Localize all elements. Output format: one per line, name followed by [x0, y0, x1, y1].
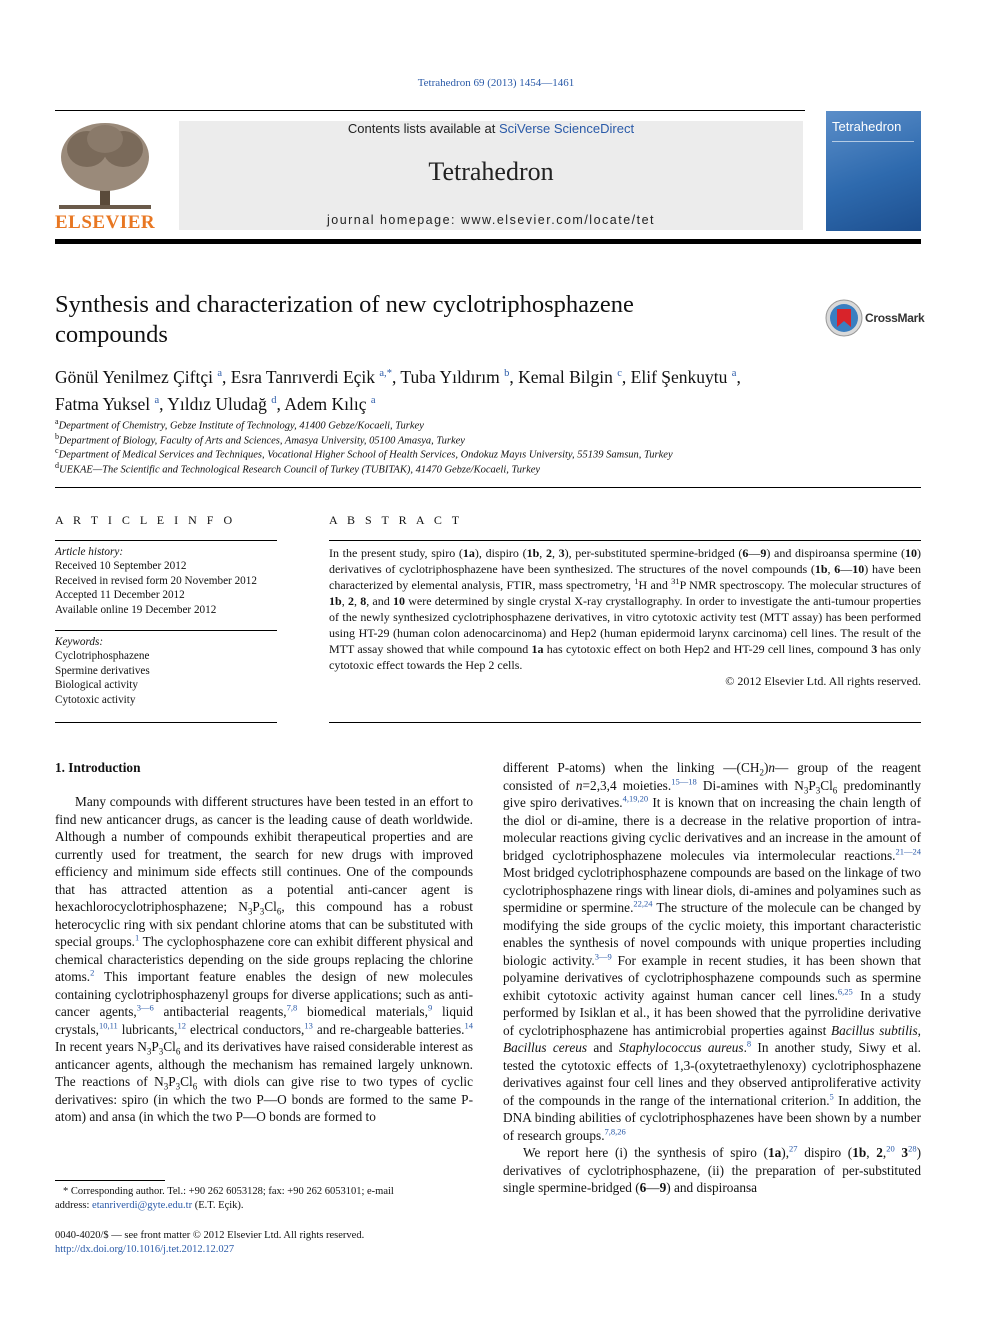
intro-paragraph-1: Many compounds with different structures have been tested in an effort to find new anticancer drugs, as cancer is the leading cause of death worldwide. Although a number of compounds exhibit therapeutical properties and are currently used for treatment, the search for new drugs with improved efficiency and minimum side effects still continues. One of the compounds that has attracted attention as a potential anti-cancer agent is hexachlorocyclotriphosphazene; $N_3P_3Cl_6$, this compound has a robust heterocyclic ring with six pendant chlorine atoms that can be substituted with special groups.$^1$ The cyclophosphazene core can exhibit different physical and chemical characteristics depending on the side groups replacing the chlorine atoms.$^2$ This important feature enables the design of new molecules containing cyclotriphosphazenyl groups for diverse applications; such as anti-cancer agents,$^{3—6}$ antibacterial reagents,$^{7,8}$ biomedical materials,$^9$ liquid crystals,$^{10,11}$ lubricants,$^{12}$ electrical conductors,$^{13}$ and re-chargeable batteries.$^{14}$ In recent years $N_3P_3Cl_6$ and its derivatives have raised considerable interest as anticancer agents, although the mechanism has remained largely unknown. The reactions of $N_3P_3Cl_6$ with diols can give rise to two types of cyclic derivatives: spiro (in which the two P—O bonds are formed to the same P-atom) and ansa (in which the two P—O bonds are formed to	[55, 794, 474, 1124]
abstract-copyright: © 2012 Elsevier Ltd. All rights reserved.	[725, 674, 921, 688]
article-history: Article history: Received 10 September 2012 Received in revised form 20 November 2012 Accepted 11 December 2012 Available online 19 December 2012	[55, 546, 257, 616]
author[interactable]: Fatma Yuksel	[55, 393, 151, 414]
contents-line: Contents lists available at SciVerse ScienceDirect	[347, 121, 635, 136]
intro-paragraph-2: different P-atoms) when the linking $—(CH_2)n—$ group of the reagent consisted of n=2,3,4 moieties.$^{15—18}$ Di-amines with $N_3P_3Cl_6$ predominantly give spiro derivatives.$^{4,19,20}$ It is known that on increasing the chain length of the diol or di-amine, there is a decrease in the relative proportion of intra-molecular reactions giving cyclic derivatives and an increase in the amount of bridged cyclotriphosphazene molecules via intermolecular reactions.$^{21—24}$ Most bridged cyclotriphosphazene compounds are based on the linkage of two cyclotriphosphazene rings with linear diols, di-amines and polyamines such as spermidine or spermine.$^{22,24}$ The structure of the molecule can be changed by modifying the side groups of the cyclic moiety, this important characteristic enables the synthesis of novel compounds with unique properties including biologic activity.$^{3—9}$ For example in recent studies, it has been shown that polyamine derivatives of cyclotriphosphazene compounds such as spermine exhibit cytotoxic activity against human cancer cell lines.$^{6,25}$ In a study performed by Isiklan et al., it has been showed that the pyrrolidine derivative of cyclotriphosphazene has antimicrobial properties against Bacillus subtilis, Bacillus cereus and Staphylococcus aureus.$^8$ In another study, Siwy et al. tested the cytotoxic effects of 1,3-(oxytetraethylenoxy) cyclotriphosphazene derivatives against four cell lines and they observed antiproliferative activity of the compounds in the range of the international criterion.$^5$ In addition, the DNA binding abilities of cyclotriphosphazenes have been shown by a number of research groups.$^{7,8,26}$ We report here (i) the synthesis of spiro (1a),$^{27}$ dispiro (1b, 2,20 $3^{28}$) derivatives of cyclotriphosphazene, (ii) the preparation of per-substituted single spermine-bridged (6—9) and dispiroansa	[503, 760, 922, 1195]
author[interactable]: Elif Şenkuytu	[630, 366, 728, 387]
header-thick-rule	[55, 239, 921, 244]
affiliation: $^d$UEKAE—The Scientific and Technological Research Council of Turkey (TUBITAK), 41470 Gebze/Kocaeli, Turkey	[55, 461, 541, 476]
crossmark-badge[interactable]	[825, 299, 925, 337]
affiliation: $^a$Department of Chemistry, Gebze Institute of Technology, 41400 Gebze/Kocaeli, Turkey	[55, 417, 424, 432]
doi-link[interactable]: http://dx.doi.org/10.1016/j.tet.2012.12.027	[55, 1244, 235, 1255]
footnote-rule	[55, 1180, 165, 1181]
email-link[interactable]: etanriverdi@gyte.edu.tr	[92, 1200, 193, 1211]
affiliation: $^b$Department of Biology, Faculty of Arts and Sciences, Amasya University, 05100 Amasya, Turkey	[55, 432, 465, 447]
article-info-heading: A R T I C L E I N F O	[55, 513, 236, 527]
keywords: Keywords: Cyclotriphosphazene Spermine derivatives Biological activity Cytotoxic activity	[55, 635, 280, 707]
author[interactable]: Esra Tanrıverdi Eçik	[230, 366, 376, 387]
author[interactable]: Yıldız Uludağ	[167, 393, 267, 414]
section-heading-introduction: 1. Introduction	[55, 760, 141, 775]
keyword: Cytotoxic activity	[55, 693, 136, 706]
author[interactable]: Adem Kılıç	[284, 393, 367, 414]
journal-name: Tetrahedron	[428, 157, 554, 186]
header-rule	[55, 110, 805, 111]
tree-icon	[55, 119, 155, 214]
journal-homepage[interactable]: journal homepage: www.elsevier.com/locate/tet	[326, 213, 656, 227]
author[interactable]: Gönül Yenilmez Çiftçi	[55, 366, 213, 387]
crossmark-icon	[825, 299, 863, 337]
author-line-2: Fatma Yuksel $^a$, Yıldız Uludağ $^d$, Adem Kılıç $^a$	[55, 393, 376, 414]
corresponding-mark[interactable]: *	[386, 368, 392, 379]
author[interactable]: Tuba Yıldırım	[400, 366, 500, 387]
affiliation: $^c$Department of Medical Services and Techniques, Vocational Higher School of Health Services, Ondokuz Mayıs University, 55139 Samsun, Turkey	[55, 446, 673, 461]
article-title: Synthesis and characterization of new cyclotriphosphazene compounds	[55, 291, 634, 348]
author[interactable]: Kemal Bilgin	[518, 366, 613, 387]
keyword: Spermine derivatives	[55, 664, 150, 677]
issn-line: 0040-4020/$ — see front matter © 2012 Elsevier Ltd. All rights reserved.	[55, 1230, 365, 1241]
affiliation-rule	[55, 487, 921, 488]
front-matter	[55, 1229, 555, 1257]
keyword: Biological activity	[55, 679, 138, 692]
author-line-1: Gönül Yenilmez Çiftçi $^a$, Esra Tanrıverdi Eçik $^{a,*}$, Tuba Yıldırım $^b$, Kemal Bilgin $^c$, Elif Şenkuytu $^a$,	[55, 366, 741, 387]
corresponding-author-footnote: * Corresponding author. Tel.: +90 262 6053128; fax: +90 262 6053101; e-mail address: etanriverdi@gyte.edu.tr (E.T. Eçik).	[55, 1186, 394, 1211]
keyword: Cyclotriphosphazene	[55, 650, 150, 663]
abstract-heading: A B S T R A C T	[329, 513, 463, 527]
abstract-body: In the present study, spiro (1a), dispiro (1b, 2, 3), per-substituted spermine-bridged (6—9) and dispiroansa spermine (10) derivatives of cyclotriphosphazene have been synthesized. The structures of the novel compounds (1b, 6—10) have been characterized by elemental analysis, FTIR, mass spectrometry, $^1$H and $^{31}$P NMR spectroscopy. The molecular structures of 1b, 2, 8, and 10 were determined by single crystal X-ray crystallography. In order to investigate the anti-tumour properties of the newly synthesized cyclotriphosphazene derivatives, in vitro cytotoxic activity test (MTT assay) has been performed using HT-29 (human colon adenocarcinoma) and Hep2 (human epidermoid larynx carcinoma) cell lines. The result of the MTT assay showed that while compound 1a has cytotoxic effect on both Hep2 and HT-29 cell lines, compound 3 has only cytotoxic effect towards the Hep 2 cells. © 2012 Elsevier Ltd. All rights reserved.	[329, 546, 922, 688]
crossmark-label: CrossMark	[865, 311, 925, 325]
journal-citation[interactable]: Tetrahedron 69 (2013) 1454—1461	[417, 77, 575, 89]
journal-cover	[826, 111, 921, 231]
cover-title: Tetrahedron	[832, 119, 902, 134]
elsevier-logo	[55, 119, 155, 234]
publisher-name: ELSEVIER	[55, 212, 156, 233]
author-list	[55, 362, 905, 416]
journal-banner	[179, 121, 803, 230]
sciencedirect-link[interactable]: SciVerse ScienceDirect	[498, 121, 635, 136]
